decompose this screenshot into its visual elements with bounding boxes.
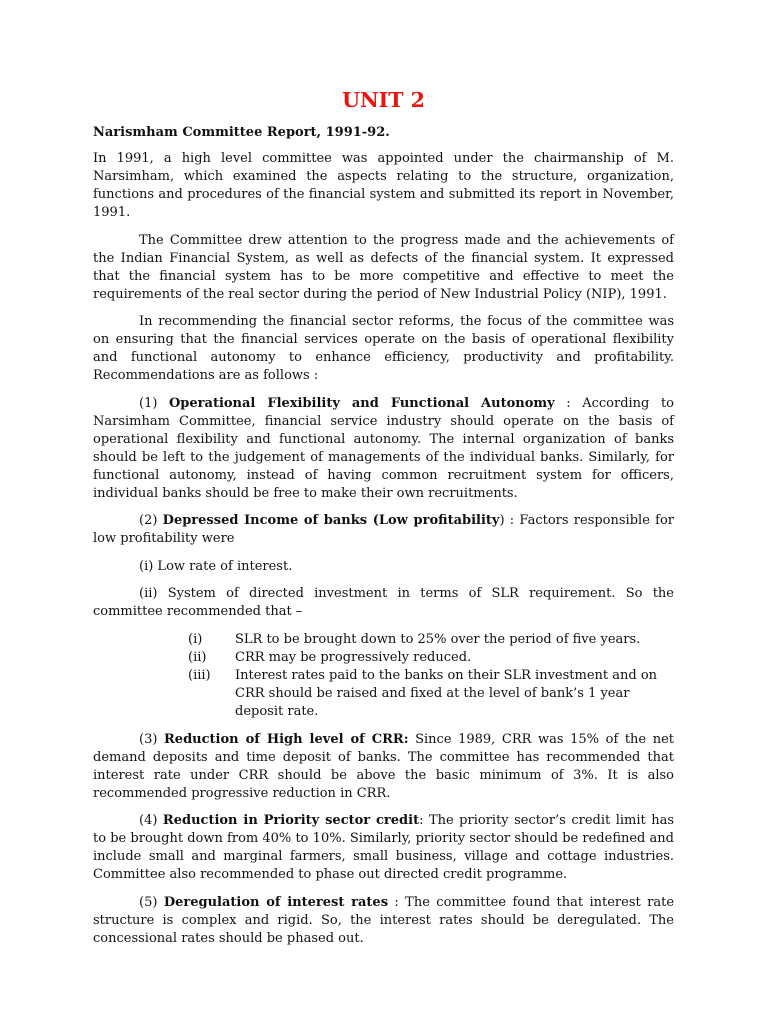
- recommendation-4: [93, 812, 674, 884]
- recommendation-1: [93, 395, 674, 503]
- rec3-number: (3): [139, 731, 164, 747]
- list-item-number: (ii): [188, 649, 207, 665]
- rec2-heading: Depressed Income of banks (Low profitability: [162, 513, 500, 528]
- page-title: UNIT 2: [342, 88, 425, 112]
- rec4-number: (4): [139, 813, 163, 828]
- list-item-number: (i): [188, 631, 203, 647]
- recommendation-5: [93, 894, 674, 948]
- list-item: [188, 631, 674, 649]
- recommendation-3: [93, 731, 674, 803]
- list-item-text: Interest rates paid to the banks on their SLR investment and on CRR should be raised and fixed at the level of bank’s 1 year deposit rate.: [235, 667, 658, 719]
- rec3-body: Since 1989, CRR was 15% of the net demand deposits and time deposit of banks. The committee has recommended that interest rate under CRR should be above the basic minimum of 3%. It is also recommended progressive reduction in CRR.: [93, 731, 675, 801]
- factor-low-interest: (i) Low rate of interest.: [139, 558, 293, 574]
- intro-paragraph: In 1991, a high level committee was appointed under the chairmanship of M. Narsimham, which examined the aspects relating to the structure, organization, functions and procedures of the financial system and submitted its report in November, 1991.: [93, 151, 674, 220]
- slr-recommendation-list: [188, 631, 674, 721]
- rec2-body: ) : Factors responsible for low profitability were: [93, 513, 674, 546]
- list-item-text: CRR may be progressively reduced.: [235, 649, 472, 665]
- rec1-heading: Operational Flexibility and Functional Autonomy: [168, 395, 555, 411]
- document-page: [93, 88, 674, 957]
- committee-paragraph: The Committee drew attention to the progress made and the achievements of the Indian Financial System, as well as defects of the financial system. It expressed that the financial system has to be more competitive and effective to meet the requirements of the real sector during the period of New Industrial Policy (NIP), 1991.: [93, 232, 674, 302]
- list-item-text: SLR to be brought down to 25% over the period of five years.: [235, 631, 641, 647]
- rec5-number: (5): [139, 894, 164, 910]
- rec5-body: : The committee found that interest rate structure is complex and rigid. So, the interest rates should be deregulated. The concessional rates should be phased out.: [93, 894, 675, 946]
- rec4-heading: Reduction in Priority sector credit: [162, 813, 420, 828]
- rec1-number: (1): [139, 395, 169, 411]
- rec5-heading: Deregulation of interest rates: [163, 894, 389, 910]
- list-item: [188, 649, 674, 667]
- factor-directed-investment: (ii) System of directed investment in terms of SLR requirement. So the committee recommended that –: [93, 586, 674, 619]
- list-item: [188, 667, 674, 721]
- report-heading: Narismham Committee Report, 1991-92.: [93, 125, 390, 140]
- rec1-body: : According to Narsimham Committee, financial service industry should operate on the basis of operational flexibility and functional autonomy. The internal organization of banks should be left to the judgement of managements of the individual banks. Similarly, for functional autonomy, instead of having common recruitment system for officers, individual banks should be free to make their own recruitments.: [93, 395, 674, 501]
- recommendations-intro: In recommending the financial sector reforms, the focus of the committee was on ensuring that the financial services operate on the basis of operational flexibility and functional autonomy to enhance efficiency, productivity and profitability. Recommendations are as follows :: [93, 314, 674, 383]
- rec4-body: : The priority sector’s credit limit has to be brought down from 40% to 10%. Similarly, priority sector should be redefined and include small and marginal farmers, small business, village and cottage industries. Committee also recommended to phase out directed credit programme.: [93, 813, 675, 882]
- rec3-heading: Reduction of High level of CRR:: [164, 731, 409, 747]
- list-item-number: (iii): [188, 667, 211, 683]
- recommendation-2: [93, 512, 674, 548]
- rec2-number: (2): [139, 513, 163, 528]
